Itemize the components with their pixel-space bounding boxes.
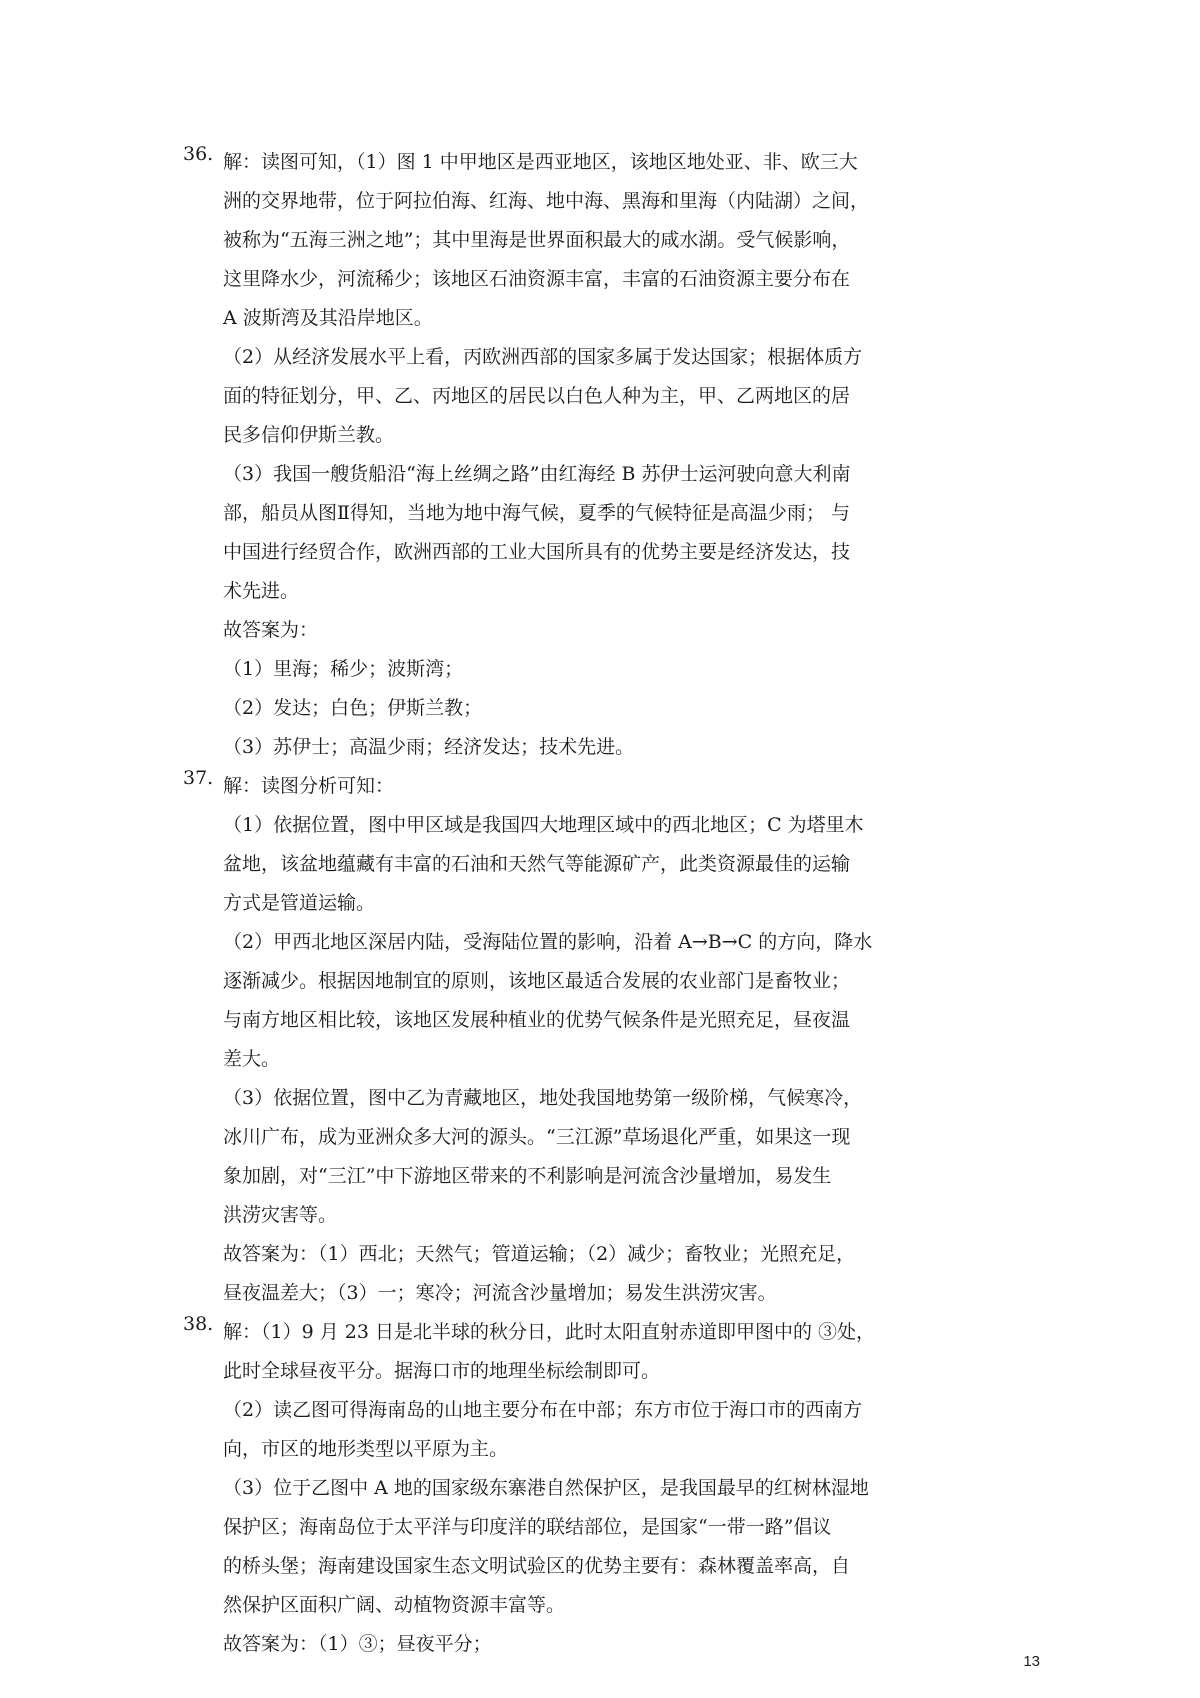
- text-line: （2）读乙图可得海南岛的山地主要分布在中部；东方市位于海口市的西南方: [223, 1399, 863, 1421]
- answer-item-38: [183, 1313, 1023, 1664]
- text-line: 象加剧，对“三江”中下游地区带来的不利影响是河流含沙量增加，易发生: [223, 1165, 832, 1187]
- text-line: （3）依据位置，图中乙为青藏地区，地处我国地势第一级阶梯，气候寒冷，: [223, 1087, 863, 1109]
- answer-content: [183, 143, 1023, 1664]
- text-line: 盆地，该盆地蕴藏有丰富的石油和天然气等能源矿产，此类资源最佳的运输: [223, 853, 851, 875]
- answer-item-36: [183, 143, 1023, 767]
- text-line: （2）发达；白色；伊斯兰教；: [223, 697, 483, 719]
- text-line: 解：读图分析可知：: [223, 775, 395, 797]
- text-line: 解：读图可知，（1）图 1 中甲地区是西亚地区，该地区地处亚、非、欧三大: [223, 151, 858, 173]
- text-line: 民多信仰伊斯兰教。: [223, 424, 395, 446]
- answer-item-37: [183, 767, 1023, 1313]
- text-line: 与南方地区相比较，该地区发展种植业的优势气候条件是光照充足，昼夜温: [223, 1009, 851, 1031]
- item-number: 36.: [183, 143, 214, 165]
- item-number: 37.: [183, 767, 214, 789]
- text-line: 术先进。: [223, 580, 300, 602]
- text-line: 昼夜温差大；（3）一；寒冷；河流含沙量增加；易发生洪涝灾害。: [223, 1282, 777, 1304]
- text-line: （2）甲西北地区深居内陆，受海陆位置的影响，沿着 A→B→C 的方向，降水: [223, 931, 873, 953]
- text-line: （1）依据位置，图中甲区域是我国四大地理区域中的西北地区；C 为塔里木: [223, 814, 864, 836]
- text-line: 冰川广布，成为亚洲众多大河的源头。“三江源”草场退化严重，如果这一现: [223, 1126, 851, 1148]
- text-line: A 波斯湾及其沿岸地区。: [223, 307, 433, 329]
- text-line: 然保护区面积广阔、动植物资源丰富等。: [223, 1594, 566, 1616]
- text-line: （1）里海；稀少；波斯湾；: [223, 658, 464, 680]
- text-line: 差大。: [223, 1048, 281, 1070]
- text-line: 故答案为：（1）西北；天然气；管道运输；（2）减少；畜牧业；光照充足，: [223, 1243, 856, 1265]
- text-line: （2）从经济发展水平上看，丙欧洲西部的国家多属于发达国家；根据体质方: [223, 346, 863, 368]
- text-line: 这里降水少，河流稀少；该地区石油资源丰富，丰富的石油资源主要分布在: [223, 268, 851, 290]
- text-line: 部，船员从图Ⅱ得知，当地为地中海气候，夏季的气候特征是高温少雨； 与: [223, 502, 850, 524]
- text-line: 此时全球昼夜平分。据海口市的地理坐标绘制即可。: [223, 1360, 661, 1382]
- text-line: （3）位于乙图中 A 地的国家级东寨港自然保护区，是我国最早的红树林湿地: [223, 1477, 869, 1499]
- text-line: （3）我国一艘货船沿“海上丝绸之路”由红海经 B 苏伊士运河驶向意大利南: [223, 463, 851, 485]
- text-line: 方式是管道运输。: [223, 892, 376, 914]
- text-line: 故答案为：（1）③；昼夜平分；: [223, 1633, 492, 1655]
- item-number: 38.: [183, 1313, 214, 1335]
- text-line: 的桥头堡；海南建设国家生态文明试验区的优势主要有：森林覆盖率高，自: [223, 1555, 851, 1577]
- text-line: 被称为“五海三洲之地”；其中里海是世界面积最大的咸水湖。受气候影响，: [223, 229, 851, 251]
- text-line: 中国进行经贸合作，欧洲西部的工业大国所具有的优势主要是经济发达，技: [223, 541, 851, 563]
- text-line: （3）苏伊士；高温少雨；经济发达；技术先进。: [223, 736, 635, 758]
- text-line: 洪涝灾害等。: [223, 1204, 338, 1226]
- text-line: 面的特征划分，甲、乙、丙地区的居民以白色人种为主，甲、乙两地区的居: [223, 385, 851, 407]
- text-line: 保护区；海南岛位于太平洋与印度洋的联结部位，是国家“一带一路”倡议: [223, 1516, 832, 1538]
- text-line: 逐渐减少。根据因地制宜的原则，该地区最适合发展的农业部门是畜牧业；: [223, 970, 851, 992]
- page-number: 13: [1023, 1653, 1040, 1670]
- text-line: 向，市区的地形类型以平原为主。: [223, 1438, 509, 1460]
- text-line: 洲的交界地带，位于阿拉伯海、红海、地中海、黑海和里海（内陆湖）之间，: [223, 190, 870, 212]
- text-line: 故答案为：: [223, 619, 319, 641]
- text-line: 解：（1）9 月 23 日是北半球的秋分日，此时太阳直射赤道即甲图中的 ③处，: [223, 1321, 876, 1343]
